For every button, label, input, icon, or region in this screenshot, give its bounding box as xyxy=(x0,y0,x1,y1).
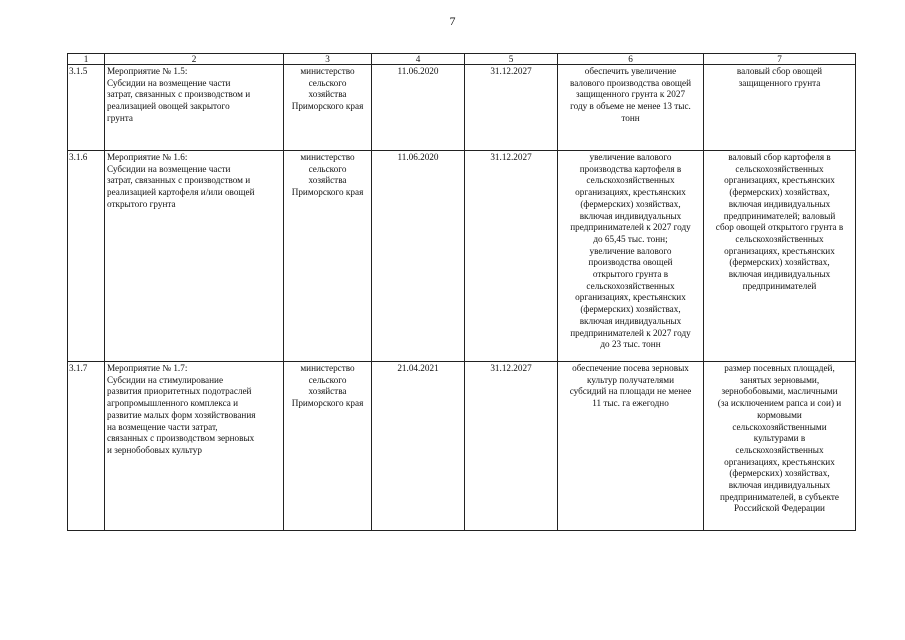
start-date-cell: 11.06.2020 xyxy=(372,151,465,362)
header-cell: 6 xyxy=(558,54,704,65)
expected-result-cell: увеличение валового производства картофеля в сельскохозяйственных организациях, крестьянских (фермерских) хозяйствах, включая индивидуальных предпринимателей к 2027 году до 65,45 тыс. тонн; увеличение валового производства овощей открытого грунта в сельскохозяйственных организациях, крестьянских (фермерских) хозяйствах, включая индивидуальных предпринимателей к 2027 году до 23 тыс. тонн xyxy=(558,151,704,362)
header-cell: 4 xyxy=(372,54,465,65)
indicator-cell: размер посевных площадей, занятых зерновыми, зернобобовыми, масличными (за исключением рапса и сои) и кормовыми сельскохозяйственными культурами в сельскохозяйственных организациях, крестьянских (фермерских) хозяйствах, включая индивидуальных предпринимателей, в субъекте Российской Федерации xyxy=(704,362,856,531)
expected-result-cell: обеспечение посева зерновых культур получателями субсидий на площади не менее 11 тыс. га ежегодно xyxy=(558,362,704,531)
end-date-cell: 31.12.2027 xyxy=(465,151,558,362)
header-cell: 1 xyxy=(68,54,105,65)
executor-cell: министерство сельского хозяйства Приморского края xyxy=(284,151,372,362)
program-measures-table xyxy=(67,53,856,531)
header-cell: 3 xyxy=(284,54,372,65)
measure-name-cell: Мероприятие № 1.7: Субсидии на стимулирование развития приоритетных подотраслей агропромышленного комплекса и развитие малых форм хозяйствования на возмещение части затрат, связанных с производством зерновых и зернобобовых культур xyxy=(105,362,284,531)
expected-result-cell: обеспечить увеличение валового производства овощей защищенного грунта к 2027 году в объеме не менее 13 тыс. тонн xyxy=(558,65,704,151)
start-date-cell: 11.06.2020 xyxy=(372,65,465,151)
table-header-row xyxy=(68,54,856,65)
header-cell: 5 xyxy=(465,54,558,65)
executor-cell: министерство сельского хозяйства Приморского края xyxy=(284,362,372,531)
measure-name-cell: Мероприятие № 1.5: Субсидии на возмещение части затрат, связанных с производством и реализацией овощей закрытого грунта xyxy=(105,65,284,151)
table-row xyxy=(68,362,856,531)
end-date-cell: 31.12.2027 xyxy=(465,362,558,531)
table-row xyxy=(68,65,856,151)
page-number: 7 xyxy=(449,14,456,28)
executor-cell: министерство сельского хозяйства Приморского края xyxy=(284,65,372,151)
header-cell: 7 xyxy=(704,54,856,65)
measure-name-cell: Мероприятие № 1.6: Субсидии на возмещение части затрат, связанных с производством и реализацией картофеля и/или овощей открытого грунта xyxy=(105,151,284,362)
start-date-cell: 21.04.2021 xyxy=(372,362,465,531)
end-date-cell: 31.12.2027 xyxy=(465,65,558,151)
indicator-cell: валовый сбор картофеля в сельскохозяйственных организациях, крестьянских (фермерских) хозяйствах, включая индивидуальных предпринимателей; валовый сбор овощей открытого грунта в сельскохозяйственных организациях, крестьянских (фермерских) хозяйствах, включая индивидуальных предпринимателей xyxy=(704,151,856,362)
row-number-cell: 3.1.6 xyxy=(68,151,105,362)
table-row xyxy=(68,151,856,362)
header-cell: 2 xyxy=(105,54,284,65)
indicator-cell: валовый сбор овощей защищенного грунта xyxy=(704,65,856,151)
row-number-cell: 3.1.7 xyxy=(68,362,105,531)
row-number-cell: 3.1.5 xyxy=(68,65,105,151)
